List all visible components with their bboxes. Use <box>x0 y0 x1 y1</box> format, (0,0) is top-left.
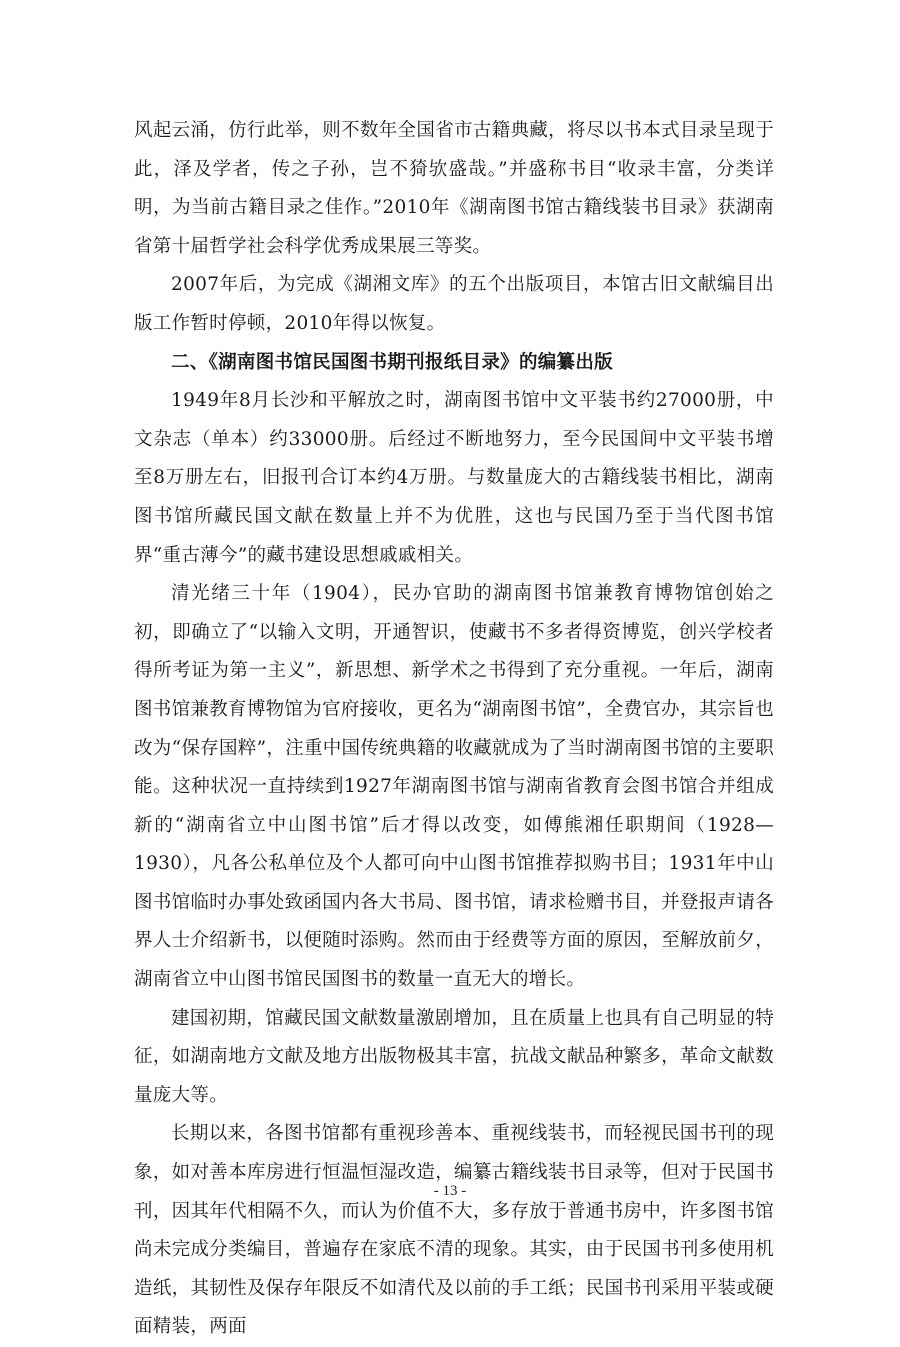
paragraph-1949: 1949年8月长沙和平解放之时，湖南图书馆中文平装书约27000册，中文杂志（单本）约33000册。后经过不断地努力，至今民国间中文平装书增至8万册左右，旧报刊合订本约4万册。与数量庞大的古籍线装书相比，湖南图书馆所藏民国文献在数量上并不为优胜，这也与民国乃至于当代图书馆界“重古薄今”的藏书建设思想戚戚相关。 <box>134 390 774 566</box>
paragraph-2007: 2007年后，为完成《湖湘文库》的五个出版项目，本馆古旧文献编目出版工作暂时停顿，2010年得以恢复。 <box>134 274 774 334</box>
section-heading: 二、《湖南图书馆民国图书期刊报纸目录》的编纂出版 <box>171 351 613 373</box>
document-page <box>134 112 774 1347</box>
paragraph-long-term: 长期以来，各图书馆都有重视珍善本、重视线装书，而轻视民国书刊的现象，如对善本库房进行恒温恒湿改造，编纂古籍线装书目录等，但对于民国书刊，因其年代相隔不久，而认为价值不大，多存放于普通书房中，许多图书馆尚未完成分类编目，普遍存在家底不清的现象。其实，由于民国书刊多使用机造纸，其韧性及保存年限反不如清代及以前的手工纸；民国书刊采用平装或硬面精装，两面 <box>134 1123 774 1338</box>
paragraph-continuation: 风起云涌，仿行此举，则不数年全国省市古籍典藏，将尽以书本式目录呈现于此，泽及学者，传之子孙，岂不猗欤盛哉。”并盛称书目“收录丰富，分类详明，为当前古籍目录之佳作。”2010年《湖南图书馆古籍线装书目录》获湖南省第十届哲学社会科学优秀成果展三等奖。 <box>134 120 774 257</box>
paragraph-1904: 清光绪三十年（1904），民办官助的湖南图书馆兼教育博物馆创始之初，即确立了“以输入文明，开通智识，使藏书不多者得资博览，创兴学校者得所考证为第一主义”，新思想、新学术之书得到了充分重视。一年后，湖南图书馆兼教育博物馆为官府接收，更名为“湖南图书馆”，全费官办，其宗旨也改为“保存国粹”，注重中国传统典籍的收藏就成为了当时湖南图书馆的主要职能。这种状况一直持续到1927年湖南图书馆与湖南省教育会图书馆合并组成新的“湖南省立中山图书馆”后才得以改变，如傅熊湘任职期间（1928—1930），凡各公私单位及个人都可向中山图书馆推荐拟购书目；1931年中山图书馆临时办事处致函国内各大书局、图书馆，请求检赠书目，并登报声请各界人士介绍新书，以便随时添购。然而由于经费等方面的原因，至解放前夕，湖南省立中山图书馆民国图书的数量一直无大的增长。 <box>134 583 774 991</box>
paragraph-early-prc: 建国初期，馆藏民国文献数量激剧增加，且在质量上也具有自己明显的特征，如湖南地方文献及地方出版物极其丰富，抗战文献品种繁多，革命文献数量庞大等。 <box>134 1007 774 1106</box>
page-number: - 13 - <box>433 1183 467 1199</box>
